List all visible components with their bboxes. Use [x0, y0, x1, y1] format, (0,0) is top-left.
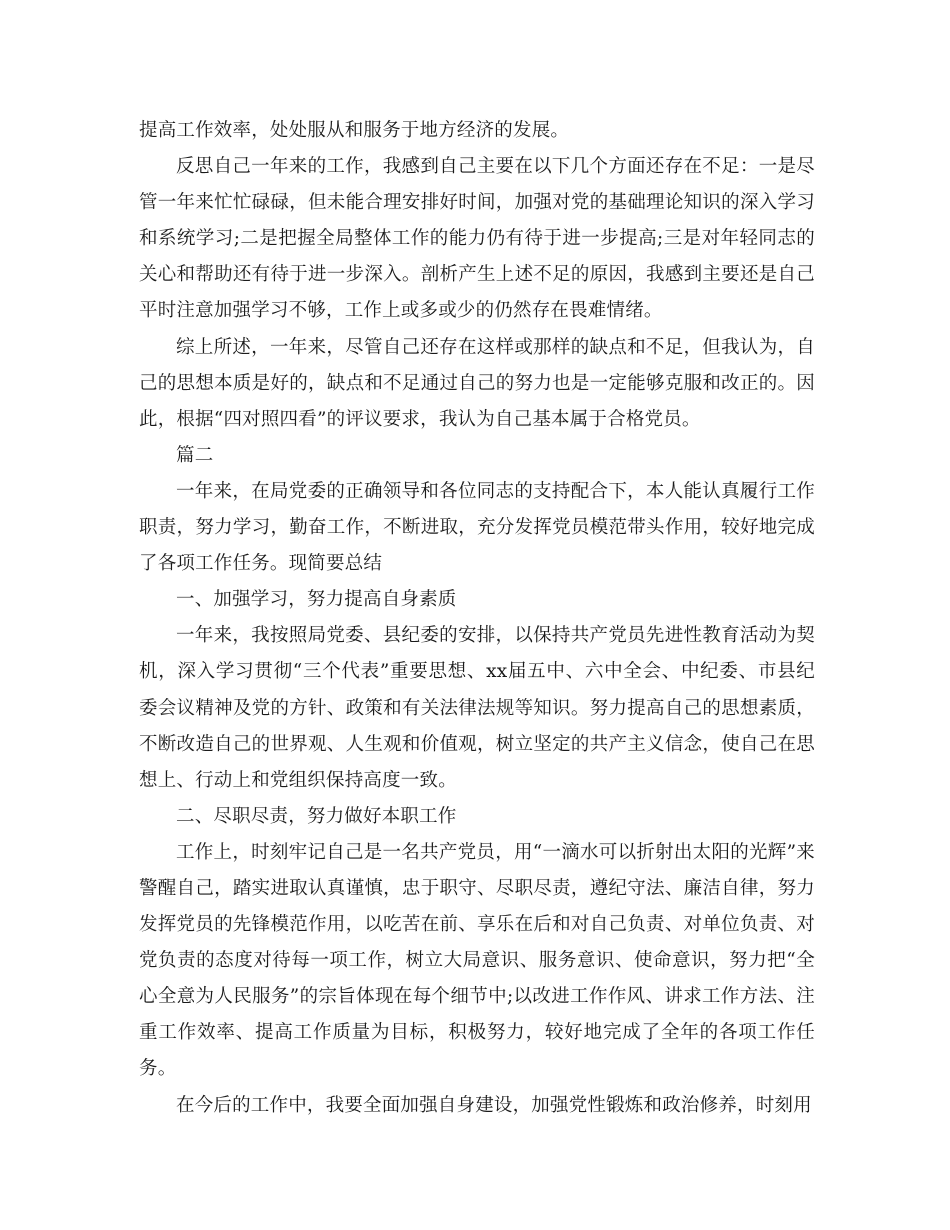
- paragraph-9: 工作上，时刻牢记自己是一名共产党员，用“一滴水可以折射出太阳的光辉”来警醒自己，踏实进取认真谨慎，忠于职守、尽职尽责，遵纪守法、廉洁自律，努力发挥党员的先锋模范作用，以吃苦在前、享乐在后和对自己负责、对单位负责、对党负责的态度对待每一项工作，树立大局意识、服务意识、使命意识，努力把“全心全意为人民服务”的宗旨体现在每个细节中;以改进工作作风、讲求工作方法、注重工作效率、提高工作质量为目标，积极努力，较好地完成了全年的各项工作任务。: [139, 841, 815, 1080]
- paragraph-1: 提高工作效率，处处服从和服务于地方经济的发展。: [139, 120, 570, 141]
- subheading-1: 一、加强学习，努力提高自身素质: [176, 589, 457, 611]
- paragraph-5: 一年来，在局党委的正确领导和各位同志的支持配合下，本人能认真履行工作职责，努力学习，勤奋工作，不断进取，充分发挥党员模范带头作用，较好地完成了各项工作任务。现简要总结: [139, 480, 815, 575]
- paragraph-10: 在今后的工作中，我要全面加强自身建设，加强党性锻炼和政治修养，时刻用: [176, 1094, 812, 1116]
- subheading-2: 二、尽职尽责，努力做好本职工作: [176, 805, 457, 827]
- paragraph-2: 反思自己一年来的工作，我感到自己主要在以下几个方面还存在不足：一是尽管一年来忙忙碌碌，但未能合理安排好时间，加强对党的基础理论知识的深入学习和系统学习;二是把握全局整体工作的能力仍有待于进一步提高;三是对年轻同志的关心和帮助还有待于进一步深入。剖析产生上述不足的原因，我感到主要还是自己平时注意加强学习不够，工作上或多或少的仍然存在畏难情绪。: [139, 156, 815, 322]
- paragraph-3: 综上所述，一年来，尽管自己还存在这样或那样的缺点和不足，但我认为，自己的思想本质是好的，缺点和不足通过自己的努力也是一定能够克服和改正的。因此，根据“四对照四看”的评议要求，我认为自己基本属于合格党员。: [139, 336, 815, 430]
- section-heading-pian-er: 篇二: [176, 444, 214, 466]
- paragraph-7: 一年来，我按照局党委、县纪委的安排，以保持共产党员先进性教育活动为契机，深入学习贯彻“三个代表”重要思想、xx届五中、六中全会、中纪委、市县纪委会议精神及党的方针、政策和有关法律法规等知识。努力提高自己的思想素质，不断改造自己的世界观、人生观和价值观，树立坚定的共产主义信念，使自己在思想上、行动上和党组织保持高度一致。: [139, 625, 815, 791]
- document-body: [139, 113, 815, 1124]
